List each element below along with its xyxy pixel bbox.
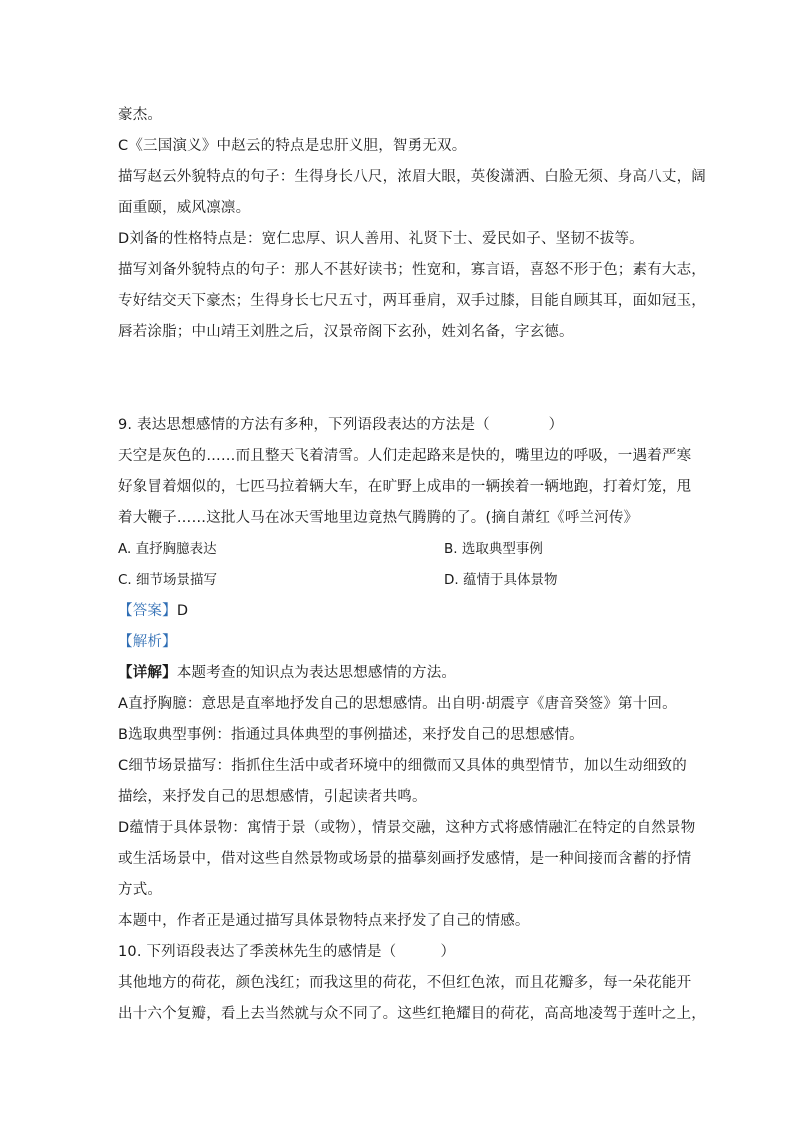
option-a: A. 直抒胸臆表达 <box>118 541 217 557</box>
section-spacer <box>118 348 688 410</box>
explanation-line: D蕴情于具体景物：寓情于景（或物），情景交融，这种方式将感情融汇在特定的自然景物 <box>118 820 696 836</box>
page-content <box>118 100 706 1030</box>
text-line: 描写刘备外貌特点的句子：那人不甚好读书；性宽和，寡言语，喜怒不形于色；素有大志， <box>118 262 706 278</box>
answer-line <box>118 596 688 627</box>
options-row <box>118 565 688 596</box>
option-b: B. 选取典型事例 <box>444 541 543 557</box>
analysis-label: 【解析】 <box>118 634 177 650</box>
answer-label: 【答案】 <box>118 603 177 619</box>
text-line: 唇若涂脂；中山靖王刘胜之后，汉景帝阁下玄孙，姓刘名备，字玄德。 <box>118 324 574 340</box>
text-line: D刘备的性格特点是：宽仁忠厚、识人善用、礼贤下士、爱民如子、坚韧不拔等。 <box>118 231 644 247</box>
option-c: C. 细节场景描写 <box>118 572 218 588</box>
answer-value: D <box>176 603 189 619</box>
option-d: D. 蕴情于具体景物 <box>444 572 558 588</box>
explanation-line: A直抒胸臆：意思是直率地抒发自己的思想感情。出自明·胡震亨《唐音癸签》第十回。 <box>118 696 677 712</box>
explanation-line: 方式。 <box>118 882 163 898</box>
explanation-line: B选取典型事例：指通过具体典型的事例描述，来抒发自己的思想感情。 <box>118 727 584 743</box>
options-row <box>118 534 688 565</box>
text-line: 专好结交天下豪杰；生得身长七尺五寸，两耳垂肩，双手过膝，目能自顾其耳，面如冠玉， <box>118 293 706 309</box>
text-line: C《三国演义》中赵云的特点是忠肝义胆，智勇无双。 <box>118 138 467 154</box>
explanation-line: C细节场景描写：指抓住生活中或者环境中的细微而又具体的典型情节，加以生动细致的 <box>118 758 687 774</box>
passage-line: 其他地方的荷花，颜色浅红；而我这里的荷花，不但红色浓，而且花瓣多，每一朵花能开 <box>118 975 692 991</box>
passage-line: 着大鞭子……这批人马在冰天雪地里边竟热气腾腾的了。(摘自萧红《呼兰河传》 <box>118 510 639 526</box>
passage-line: 天空是灰色的……而且整天飞着清雪。人们走起路来是快的，嘴里边的呼吸，一遇着严寒 <box>118 448 692 464</box>
explanation-line: 或生活场景中，借对这些自然景物或场景的描摹刻画抒发感情，是一种间接而含蓄的抒情 <box>118 851 692 867</box>
analysis-line <box>118 627 688 658</box>
text-line: 豪杰。 <box>118 107 163 123</box>
explanation-line: 描绘，来抒发自己的思想感情，引起读者共鸣。 <box>118 789 427 805</box>
detail-line <box>118 658 688 689</box>
detail-label: 【详解】 <box>118 665 177 681</box>
text-line: 描写赵云外貌特点的句子：生得身长八尺，浓眉大眼，英俊潇洒、白脸无须、身高八丈，阔 <box>118 169 706 185</box>
question-10-stem: 10. 下列语段表达了季羡林先生的感情是（ ） <box>118 944 456 960</box>
passage-line: 好象冒着烟似的，七匹马拉着辆大车，在旷野上成串的一辆挨着一辆地跑，打着灯笼，甩 <box>118 479 692 495</box>
text-line: 面重颐，威风凛凛。 <box>118 200 251 216</box>
passage-line: 出十六个复瓣，看上去当然就与众不同了。这些红艳耀目的荷花，高高地凌驾于莲叶之上， <box>118 1006 706 1022</box>
question-9-stem: 9. 表达思想感情的方法有多种，下列语段表达的方法是（ ） <box>118 417 564 433</box>
detail-text: 本题考查的知识点为表达思想感情的方法。 <box>176 665 457 681</box>
explanation-line: 本题中，作者正是通过描写具体景物特点来抒发了自己的情感。 <box>118 913 530 929</box>
